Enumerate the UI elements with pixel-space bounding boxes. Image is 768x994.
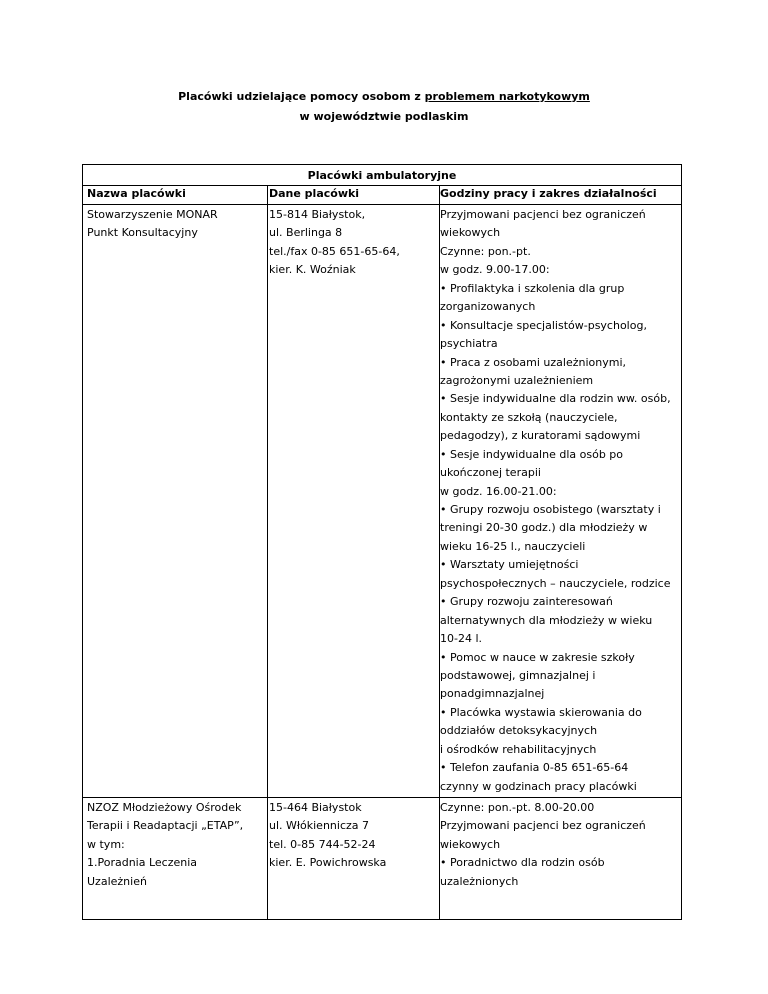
cell-line: treningi 20-30 godz.) dla młodzieży w <box>440 521 648 535</box>
row-2-data <box>269 799 386 873</box>
cell-line: • Grupy rozwoju osobistego (warsztaty i <box>440 503 661 516</box>
cell-line: podstawowej, gimnazjalnej i <box>440 668 596 682</box>
cell-line: kontakty ze szkołą (nauczyciele, <box>440 410 618 424</box>
cell-line: 15-464 Białystok <box>269 801 362 814</box>
cell-line: Przyjmowani pacjenci bez ograniczeń <box>440 208 646 221</box>
cell-line: ul. Berlinga 8 <box>269 226 343 240</box>
cell-line: tel./fax 0-85 651-65-64, <box>269 244 400 258</box>
cell-line: oddziałów detoksykacyjnych <box>440 724 598 738</box>
document-subtitle: w województwie podlaskim <box>299 110 469 123</box>
cell-line: pedagodzy), z kuratorami sądowymi <box>440 429 641 443</box>
cell-line: • Konsultacje specjalistów-psycholog, <box>440 318 647 332</box>
cell-line: • Sesje indywidualne dla osób po <box>440 447 624 461</box>
row-1-hours <box>440 206 671 796</box>
header-divider <box>83 204 681 205</box>
cell-line: kier. K. Woźniak <box>269 263 356 277</box>
cell-line: Stowarzyszenie MONAR <box>87 208 218 221</box>
cell-line: 1.Poradnia Leczenia <box>87 856 198 870</box>
cell-line: czynny w godzinach pracy placówki <box>440 779 637 793</box>
cell-line: zagrożonymi uzależnieniem <box>440 373 594 387</box>
cell-line: wiekowych <box>440 226 501 240</box>
cell-line: NZOZ Młodzieżowy Ośrodek <box>87 801 242 814</box>
document-title: Placówki udzielające pomocy osobom z problemem narkotykowym <box>178 90 590 103</box>
cell-line: • Warsztaty umiejętności <box>440 558 579 572</box>
cell-line: • Profilaktyka i szkolenia dla grup <box>440 281 625 295</box>
cell-line: Przyjmowani pacjenci bez ograniczeń <box>440 819 646 833</box>
cell-line: • Praca z osobami uzależnionymi, <box>440 355 627 369</box>
cell-line: psychospołecznych – nauczyciele, rodzice <box>440 576 671 590</box>
cell-line: Czynne: pon.-pt. <box>440 244 531 258</box>
cell-line: Punkt Konsultacyjny <box>87 226 198 240</box>
table-section-title: Placówki ambulatoryjne <box>307 169 457 182</box>
cell-line: Uzależnień <box>87 874 147 888</box>
header-name: Nazwa placówki <box>87 187 186 200</box>
cell-line: • Sesje indywidualne dla rodzin ww. osób, <box>440 392 671 406</box>
cell-line: • Grupy rozwoju zainteresowań <box>440 595 613 609</box>
cell-line: w godz. 16.00-21.00: <box>440 484 557 498</box>
cell-line: • Placówka wystawia skierowania do <box>440 705 642 719</box>
row-2-hours <box>440 799 646 891</box>
cell-line: • Poradnictwo dla rodzin osób <box>440 856 605 870</box>
cell-line: i ośrodków rehabilitacyjnych <box>440 742 597 756</box>
cell-line: w godz. 9.00-17.00: <box>440 263 550 277</box>
header-hours: Godziny pracy i zakres działalności <box>440 187 657 200</box>
cell-line: tel. 0-85 744-52-24 <box>269 837 376 851</box>
cell-line: wieku 16-25 l., nauczycieli <box>440 539 586 553</box>
cell-line: • Telefon zaufania 0-85 651-65-64 <box>440 761 629 775</box>
cell-line: ponadgimnazjalnej <box>440 687 545 701</box>
header-data: Dane placówki <box>269 187 360 200</box>
cell-line: ul. Włókiennicza 7 <box>269 819 370 833</box>
cell-line: Czynne: pon.-pt. 8.00-20.00 <box>440 801 595 814</box>
cell-line: w tym: <box>87 837 125 851</box>
cell-line: 15-814 Białystok, <box>269 208 366 221</box>
cell-line: wiekowych <box>440 837 501 851</box>
facilities-table <box>82 164 682 920</box>
document-title-underlined: problemem narkotykowym <box>424 90 590 103</box>
row-2-name <box>87 799 243 891</box>
cell-line: Terapii i Readaptacji „ETAP”, <box>87 819 244 833</box>
column-divider-1 <box>267 185 268 919</box>
cell-line: zorganizowanych <box>440 300 536 314</box>
cell-line: alternatywnych dla młodzieży w wieku <box>440 613 653 627</box>
cell-line: 10-24 l. <box>440 632 483 646</box>
cell-line: psychiatra <box>440 337 498 351</box>
section-divider <box>83 185 681 186</box>
cell-line: ukończonej terapii <box>440 466 541 480</box>
row-divider <box>83 797 681 798</box>
row-1-name <box>87 206 218 243</box>
cell-line: • Pomoc w nauce w zakresie szkoły <box>440 650 635 664</box>
cell-line: uzależnionych <box>440 874 519 888</box>
row-1-data <box>269 206 400 280</box>
cell-line: kier. E. Powichrowska <box>269 856 387 870</box>
